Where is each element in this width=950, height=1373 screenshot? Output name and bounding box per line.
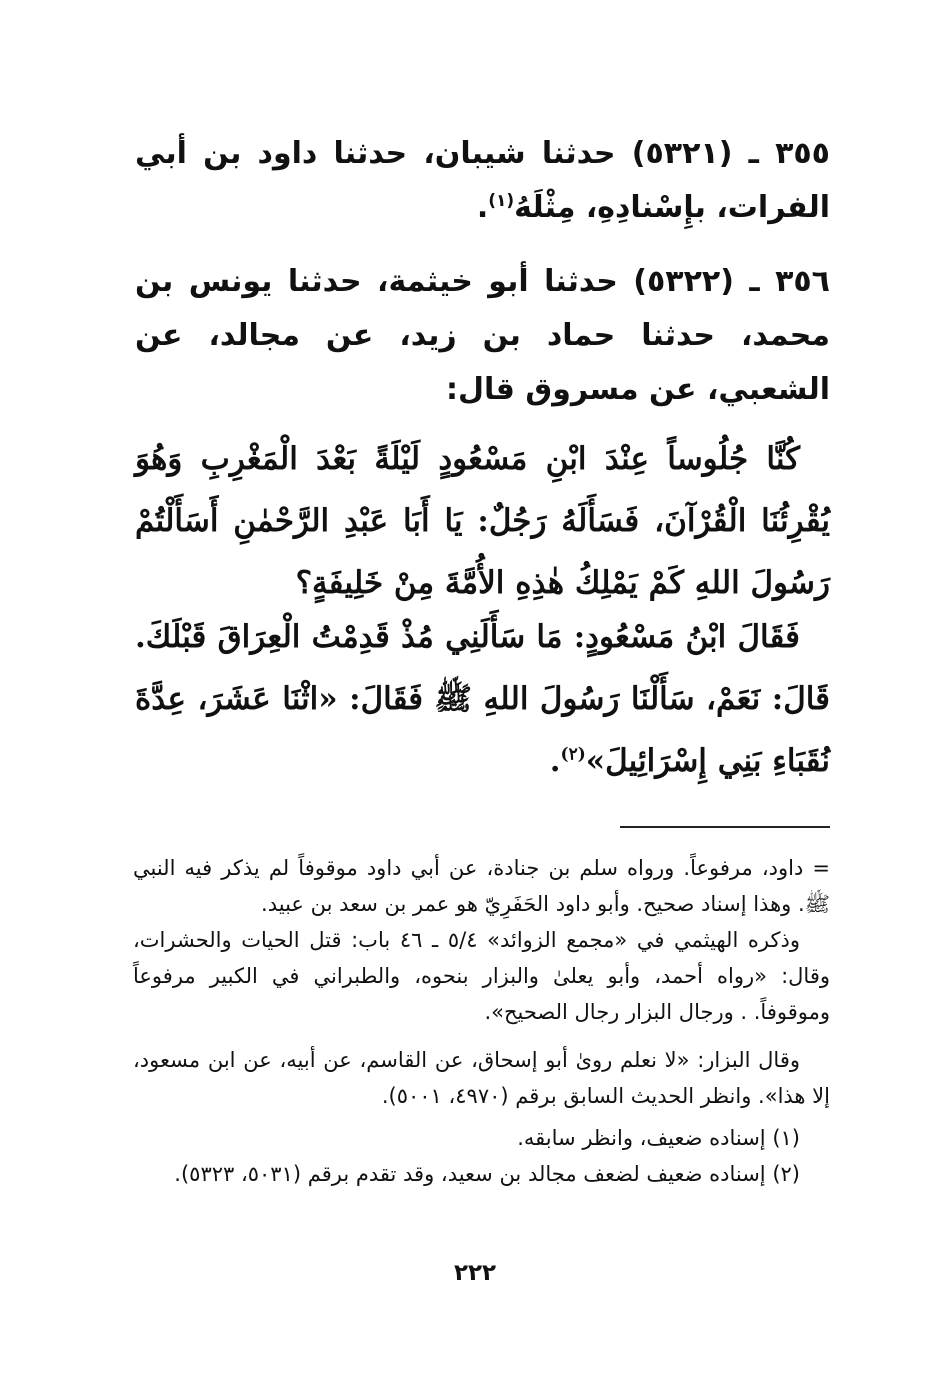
- footnote-divider: [620, 826, 830, 828]
- footnote-1: [133, 1120, 830, 1156]
- footnote-2: [133, 1156, 830, 1192]
- hadith-356-matn-1-text: كُنَّا جُلُوساً عِنْدَ ابْنِ مَسْعُودٍ لَيْلَةً بَعْدَ الْمَغْرِبِ وَهُوَ يُقْرِئُنَا الْقُرْآنَ، فَسَأَلَهُ رَجُلٌ: يَا أَبَا عَبْدِ الرَّحْمٰنِ أَسَأَلْتُمْ رَسُولَ اللهِ كَمْ يَمْلِكُ هٰذِهِ الأُمَّةَ مِنْ خَلِيفَةٍ؟: [135, 441, 830, 601]
- hadith-356-matn-2: [135, 606, 830, 792]
- footnote-continuation: [133, 850, 830, 922]
- hadith-356-isnad: [135, 255, 830, 417]
- hadith-355: [135, 127, 830, 235]
- footnote-continuation-text: = داود، مرفوعاً. ورواه سلم بن جنادة، عن أبي داود موقوفاً لم يذكر فيه النبي ﷺ. وهذا إسناد صحيح. وأبو داود الحَفَرِيّ هو عمر بن سعد بن عبيد.: [133, 856, 830, 916]
- footnote-haythami: [133, 922, 830, 1030]
- footnote-ref-2: (٢): [560, 744, 586, 765]
- footnote-ref-1: (١): [488, 191, 515, 211]
- footnote-bazzar-text: وقال البزار: «لا نعلم روىٰ أبو إسحاق، عن القاسم، عن أبيه، عن ابن مسعود، إلا هذا». وانظر الحديث السابق برقم (٤٩٧٠، ٥٠٠١).: [133, 1048, 830, 1108]
- footnote-bazzar: [133, 1042, 830, 1114]
- hadith-356-end: .: [549, 743, 561, 779]
- hadith-356-matn-2-text: فَقَالَ ابْنُ مَسْعُودٍ: مَا سَأَلَنِي مُذْ قَدِمْتُ الْعِرَاقَ قَبْلَكَ. قَالَ: نَعَمْ، سَأَلْنَا رَسُولَ اللهِ ﷺ فَقَالَ: «اثْنَا عَشَرَ، عِدَّةَ نُقَبَاءِ بَنِي إِسْرَائِيلَ»: [135, 619, 830, 779]
- page-number: ٢٢٢: [453, 1260, 497, 1286]
- footnote-haythami-text: وذكره الهيثمي في «مجمع الزوائد» ٥/٤ ـ ٤٦ باب: قتل الحيات والحشرات، وقال: «رواه أحمد، وأبو يعلىٰ والبزار بنحوه، والطبراني في الكبير مرفوعاً وموقوفاً. . ورجال البزار رجال الصحيح».: [133, 928, 830, 1024]
- hadith-355-end: .: [476, 190, 489, 225]
- hadith-355-text: ٣٥٥ ـ (٥٣٢١) حدثنا شيبان، حدثنا داود بن أبي الفرات، بإِسْنادِهِ، مِثْلَهُ: [135, 136, 830, 225]
- hadith-356-isnad-text: ٣٥٦ ـ (٥٣٢٢) حدثنا أبو خيثمة، حدثنا يونس بن محمد، حدثنا حماد بن زيد، عن مجالد، عن الشعبي، عن مسروق قال:: [135, 264, 830, 407]
- footnote-1-text: (١) إسناده ضعيف، وانظر سابقه.: [517, 1126, 800, 1150]
- footnote-2-text: (٢) إسناده ضعيف لضعف مجالد بن سعيد، وقد تقدم برقم (٥٠٣١، ٥٣٢٣).: [174, 1162, 800, 1186]
- hadith-356-matn-1: [135, 428, 830, 614]
